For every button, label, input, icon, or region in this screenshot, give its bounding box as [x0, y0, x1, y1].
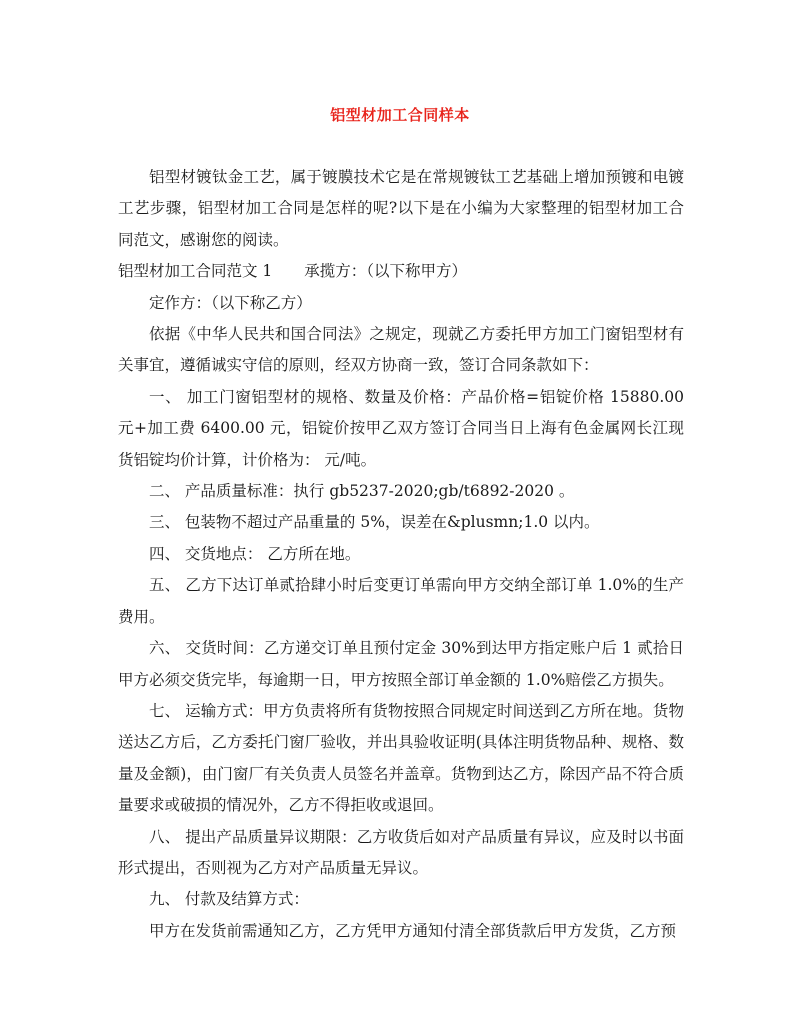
sample-heading-line: [118, 256, 684, 287]
sample-heading: 铝型材加工合同范文 1: [118, 262, 273, 281]
last-line: 甲方在发货前需通知乙方，乙方凭甲方通知付清全部货款后甲方发货，乙方预: [149, 921, 677, 940]
clause-6: 六、 交货时间：乙方递交订单且预付定金 30%到达甲方指定账户后 1 贰拾日甲方必须交货完毕，每逾期一日，甲方按照全部订单金额的 1.0%赔偿乙方损失。: [118, 639, 684, 689]
clause-7: 七、 运输方式：甲方负责将所有货物按照合同规定时间送到乙方所在地。货物送达乙方后，乙方委托门窗厂验收，并出具验收证明(具体注明货物品种、规格、数量及金额)，由门窗厂有关负责人员签名并盖章。货物到达乙方，除因产品不符合质量要求或破损的情况外，乙方不得拒收或退回。: [118, 701, 684, 815]
clause-8: 八、 提出产品质量异议期限：乙方收货后如对产品质量有异议，应及时以书面形式提出，否则视为乙方对产品质量无异议。: [118, 827, 684, 877]
orderer-line: 定作方：（以下称乙方）: [149, 293, 312, 312]
clause-3: 三、 包装物不超过产品重量的 5%，误差在&plusmn;1.0 以内。: [149, 513, 600, 532]
contractor-line: 承揽方：（以下称甲方）: [304, 262, 468, 281]
clause-9: 九、 付款及结算方式：: [149, 890, 309, 909]
document-body: [118, 162, 684, 947]
clause-5: 五、 乙方下达订单贰拾肆小时后变更订单需向甲方交纳全部订单 1.0%的生产费用。: [118, 576, 684, 626]
document-title: 铝型材加工合同样本: [330, 106, 470, 124]
preamble-paragraph: 依据《中华人民共和国合同法》之规定，现就乙方委托甲方加工门窗铝型材有关事宜，遵循诚实守信的原则，经双方协商一致，签订合同条款如下：: [118, 325, 684, 375]
clause-2: 二、 产品质量标准：执行 gb5237-2020;gb/t6892-2020 。: [149, 482, 575, 501]
clause-4: 四、 交货地点： 乙方所在地。: [149, 544, 361, 563]
intro-paragraph: 铝型材镀钛金工艺，属于镀膜技术它是在常规镀钛工艺基础上增加预镀和电镀工艺步骤，铝型材加工合同是怎样的呢?以下是在小编为大家整理的铝型材加工合同范文，感谢您的阅读。: [118, 168, 684, 249]
clause-1: 一、 加工门窗铝型材的规格、数量及价格：产品价格=铝锭价格 15880.00 元+加工费 6400.00 元，铝锭价按甲乙双方签订合同当日上海有色金属网长江现货铝锭均价计算，计价格为： 元/吨。: [118, 387, 684, 469]
